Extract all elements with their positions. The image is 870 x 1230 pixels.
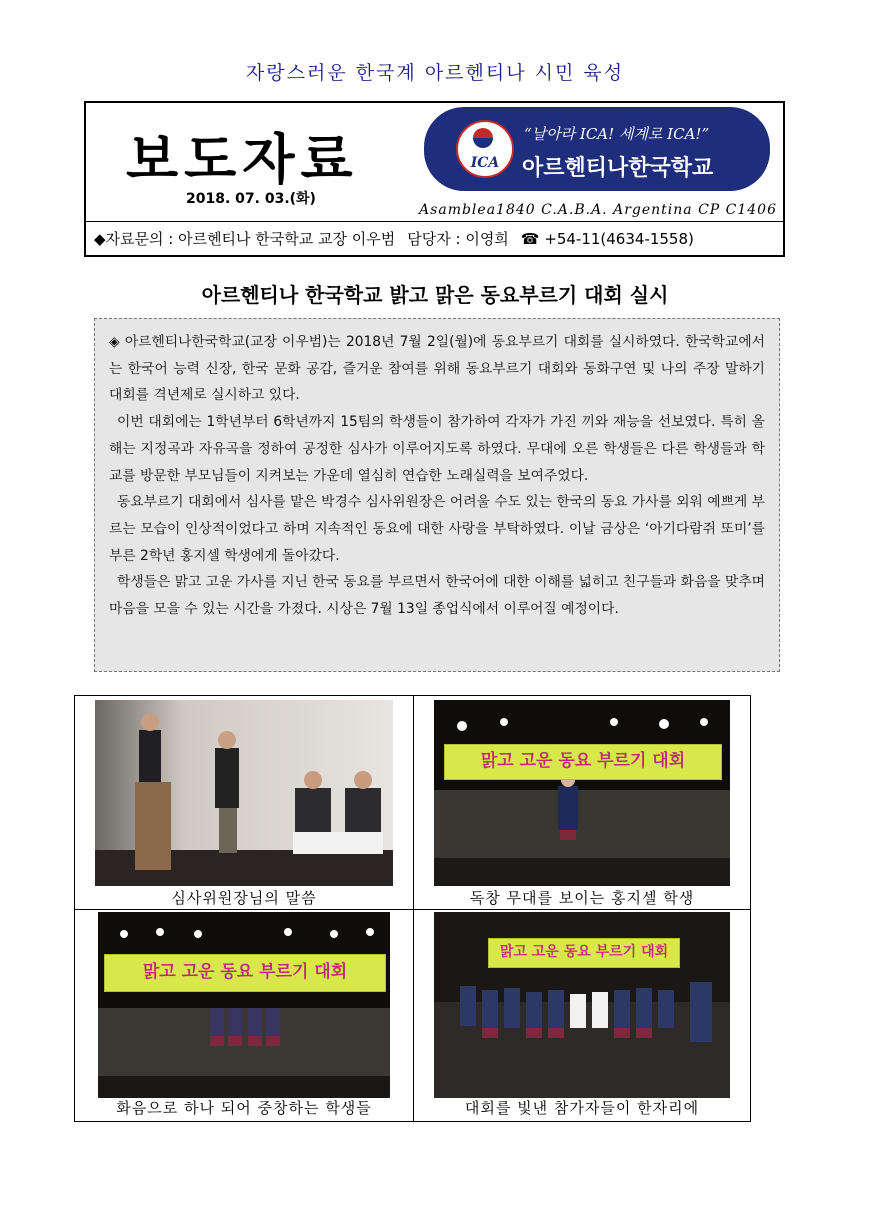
school-emblem-icon [456,120,514,178]
photo-cell [75,910,413,1121]
solo-singer-photo [434,700,730,886]
article-body [94,318,780,672]
school-address: Asamblea1840 C.A.B.A. Argentina CP C1406 [419,202,777,218]
document-title: 보도자료 [126,128,359,191]
header-top [86,103,783,221]
contact-phone: ☎ +54-11(4634-1558) [520,230,694,248]
photo-table [74,695,751,1122]
article-headline: 아르헨티나 한국학교 밝고 맑은 동요부르기 대회 실시 [201,283,669,307]
photo-cell [75,696,413,909]
taegeuk-icon [473,128,493,148]
photo-caption: 대회를 빛낸 참가자들이 한자리에 [464,1099,700,1117]
judge-speech-photo [95,700,393,886]
article-paragraph: 학생들은 맑고 고운 가사를 지닌 한국 동요를 부르면서 한국어에 대한 이해를 넓히고 친구들과 화음을 맞추며 마음을 모을 수 있는 시간을 가졌다. 시상은 7월 13일 종업식에서 이루어질 예정이다. [109,574,765,618]
release-date: 2018. 07. 03.(화) [186,191,316,207]
article-paragraph: 동요부르기 대회에서 심사를 맡은 박경수 심사위원장은 어려울 수도 있는 한국의 동요 가사를 외워 예쁘게 부르는 모습이 인상적이었다고 하며 지속적인 동요에 대한 사랑을 부탁하였다. 이날 금상은 ‘아기다람쥐 또미’를 부른 2학년 홍지셀 학생에게 돌아갔다. [109,494,765,564]
contest-banner: 맑고 고운 동요 부르기 대회 [488,938,680,968]
emblem-text: ICA [470,155,500,171]
contact-manager: 담당자 : 이영희 [407,230,509,248]
photo-cell [414,910,750,1121]
photo-caption: 독창 무대를 보이는 홍지셀 학생 [469,889,695,907]
group-photo [434,912,730,1098]
photo-cell [414,696,750,909]
article-paragraph: ◈ 아르헨티나한국학교(교장 이우범)는 2018년 7월 2일(월)에 동요부르기 대회를 실시하였다. 한국학교에서는 한국어 능력 신장, 한국 문화 공감, 즐거운 참여를 위해 동요부르기 대회와 동화구연 및 나의 주장 말하기 대회를 격년제로 실시하고 있다. [109,334,765,404]
article-paragraph: 이번 대회에는 1학년부터 6학년까지 15팀의 학생들이 참가하여 각자가 가진 끼와 재능을 선보였다. 특히 올해는 지정곡과 자유곡을 정하여 공정한 심사가 이루어지도록 하였다. 무대에 오른 학생들은 다른 학생들과 학교를 방문한 부모님들이 지켜보는 가운데 열심히 연습한 노래실력을 보여주었다. [109,414,765,484]
contact-inquiry: ◆자료문의 : 아르헨티나 한국학교 교장 이우범 [94,230,396,248]
press-release-header [84,101,785,257]
contact-line [86,221,783,256]
slogan: 자랑스러운 한국계 아르헨티나 시민 육성 [245,62,625,84]
school-logo-banner [424,107,770,191]
school-motto: “날아라 ICA! 세계로 ICA!” [524,125,710,143]
photo-caption: 심사위원장님의 말씀 [171,889,317,907]
contest-banner: 맑고 고운 동요 부르기 대회 [104,954,386,992]
contest-banner: 맑고 고운 동요 부르기 대회 [444,744,722,780]
school-name: 아르헨티나한국학교 [522,156,714,181]
photo-caption: 화음으로 하나 되어 중창하는 학생들 [116,1099,372,1117]
ensemble-photo [98,912,390,1098]
